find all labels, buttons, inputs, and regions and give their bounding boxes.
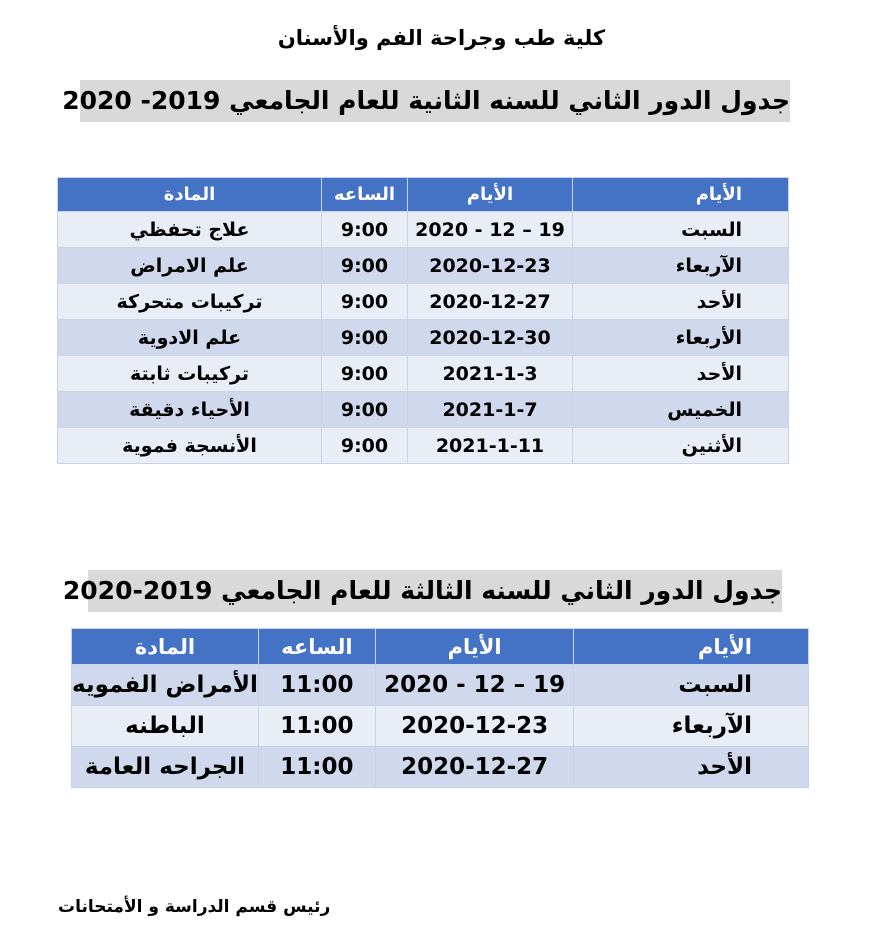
cell-subject: الباطنه [72, 706, 259, 747]
cell-time: 9:00 [322, 320, 408, 356]
table-row [58, 428, 789, 464]
cell-date: 19 – 12 - 2020 [375, 665, 574, 706]
cell-date: 2020-12-23 [375, 706, 574, 747]
table-row [58, 248, 789, 284]
cell-subject: الأمراض الفمويه [72, 665, 259, 706]
cell-date: 2020-12-30 [408, 320, 573, 356]
cell-day: الأحد [573, 284, 789, 320]
table-row [58, 284, 789, 320]
header-time: الساعه [322, 178, 408, 212]
cell-day: الأحد [574, 747, 809, 788]
cell-day: الأربعاء [573, 320, 789, 356]
cell-subject: تركيبات متحركة [58, 284, 322, 320]
table-header-row [72, 629, 809, 665]
cell-date: 2021-1-11 [408, 428, 573, 464]
table-row [72, 706, 809, 747]
cell-subject: علاج تحفظي [58, 212, 322, 248]
cell-time: 9:00 [322, 248, 408, 284]
cell-date: 2021-1-3 [408, 356, 573, 392]
cell-day: الآربعاء [574, 706, 809, 747]
header-day: الأيام [573, 178, 789, 212]
cell-subject: الأحياء دقيقة [58, 392, 322, 428]
cell-date: 2021-1-7 [408, 392, 573, 428]
table-row [72, 747, 809, 788]
cell-time: 9:00 [322, 392, 408, 428]
cell-day: الأثنين [573, 428, 789, 464]
cell-date: 2020-12-23 [408, 248, 573, 284]
cell-subject: علم الامراض [58, 248, 322, 284]
cell-time: 9:00 [322, 428, 408, 464]
cell-subject: الجراحه العامة [72, 747, 259, 788]
cell-time: 9:00 [322, 356, 408, 392]
cell-subject: تركيبات ثابتة [58, 356, 322, 392]
table-header-row [58, 178, 789, 212]
cell-date: 2020-12-27 [375, 747, 574, 788]
cell-subject: الأنسجة فموية [58, 428, 322, 464]
cell-day: السبت [573, 212, 789, 248]
second-year-schedule-table [57, 177, 789, 464]
cell-time: 9:00 [322, 212, 408, 248]
cell-date: 2020-12-27 [408, 284, 573, 320]
header-subject: المادة [58, 178, 322, 212]
cell-day: الأحد [573, 356, 789, 392]
cell-date: 19 – 12 - 2020 [408, 212, 573, 248]
table-row [58, 212, 789, 248]
cell-time: 11:00 [258, 665, 375, 706]
cell-time: 9:00 [322, 284, 408, 320]
cell-subject: علم الادوية [58, 320, 322, 356]
header-date: الأيام [375, 629, 574, 665]
faculty-title: كلية طب وجراحة الفم والأسنان [277, 26, 606, 50]
table-row [58, 392, 789, 428]
cell-day: الآربعاء [573, 248, 789, 284]
table-row [72, 665, 809, 706]
second-year-schedule-title: جدول الدور الثاني للسنه الثانية للعام الجامعي 2019- 2020 [80, 80, 790, 122]
third-year-schedule-table [71, 628, 809, 788]
header-day: الأيام [574, 629, 809, 665]
header-date: الأيام [408, 178, 573, 212]
cell-day: الخميس [573, 392, 789, 428]
cell-day: السبت [574, 665, 809, 706]
table-row [58, 356, 789, 392]
table-row [58, 320, 789, 356]
signature-line: رئيس قسم الدراسة و الأمتحانات [58, 897, 331, 917]
header-time: الساعه [258, 629, 375, 665]
cell-time: 11:00 [258, 706, 375, 747]
third-year-schedule-title: جدول الدور الثاني للسنه الثالثة للعام الجامعي 2019-2020 [88, 570, 782, 612]
header-subject: المادة [72, 629, 259, 665]
cell-time: 11:00 [258, 747, 375, 788]
